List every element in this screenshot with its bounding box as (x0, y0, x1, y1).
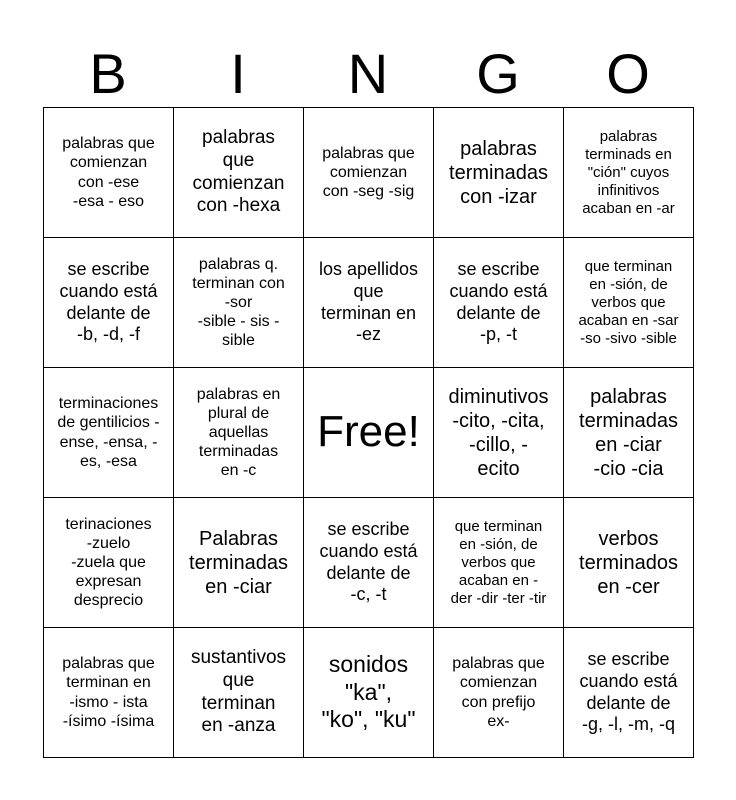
bingo-row (44, 368, 694, 498)
header-letter-n: N (347, 42, 389, 105)
bingo-row (44, 238, 694, 368)
header-letter-o: O (606, 42, 650, 105)
bingo-cell[interactable]: diminutivos -cito, -cita, -cillo, - ecito (434, 368, 564, 498)
bingo-cell[interactable]: se escribe cuando está delante de -g, -l, -m, -q (564, 628, 694, 758)
bingo-cell[interactable]: palabras que comienzan con prefijo ex- (434, 628, 564, 758)
bingo-cell[interactable]: palabras en plural de aquellas terminadas en -c (174, 368, 304, 498)
bingo-cell[interactable]: se escribe cuando está delante de -b, -d, -f (44, 238, 174, 368)
bingo-cell[interactable]: palabras que comienzan con -seg -sig (304, 108, 434, 238)
bingo-row (44, 108, 694, 238)
bingo-cell[interactable]: que terminan en -sión, de verbos que acaban en -sar -so -sivo -sible (564, 238, 694, 368)
bingo-cell[interactable]: los apellidos que terminan en -ez (304, 238, 434, 368)
bingo-cell[interactable]: sustantivos que terminan en -anza (174, 628, 304, 758)
header-letter-g: G (476, 42, 520, 105)
bingo-cell[interactable]: palabras terminadas en -ciar -cio -cia (564, 368, 694, 498)
bingo-cell[interactable]: palabras que comienzan con -ese -esa - eso (44, 108, 174, 238)
bingo-header (43, 40, 693, 108)
bingo-cell[interactable]: se escribe cuando está delante de -c, -t (304, 498, 434, 628)
bingo-cell[interactable]: terminaciones de gentilicios - ense, -ensa, - es, -esa (44, 368, 174, 498)
bingo-cell[interactable]: Palabras terminadas en -ciar (174, 498, 304, 628)
bingo-cell[interactable]: palabras q. terminan con -sor -sible - sis - sible (174, 238, 304, 368)
free-space-cell[interactable]: Free! (304, 368, 434, 498)
bingo-cell[interactable]: que terminan en -sión, de verbos que acaban en - der -dir -ter -tir (434, 498, 564, 628)
bingo-cell[interactable]: palabras terminadas con -izar (434, 108, 564, 238)
bingo-cell[interactable]: terinaciones -zuelo -zuela que expresan desprecio (44, 498, 174, 628)
bingo-cell[interactable]: palabras terminads en "ción" cuyos infinitivos acaban en -ar (564, 108, 694, 238)
bingo-cell[interactable]: palabras que comienzan con -hexa (174, 108, 304, 238)
bingo-row (44, 498, 694, 628)
bingo-cell[interactable]: sonidos "ka", "ko", "ku" (304, 628, 434, 758)
header-letter-b: B (89, 42, 127, 105)
bingo-card-grid (43, 107, 694, 758)
bingo-cell[interactable]: verbos terminados en -cer (564, 498, 694, 628)
bingo-row (44, 628, 694, 758)
header-letter-i: I (230, 42, 246, 105)
bingo-cell[interactable]: se escribe cuando está delante de -p, -t (434, 238, 564, 368)
bingo-cell[interactable]: palabras que terminan en -ismo - ista -ísimo -ísima (44, 628, 174, 758)
